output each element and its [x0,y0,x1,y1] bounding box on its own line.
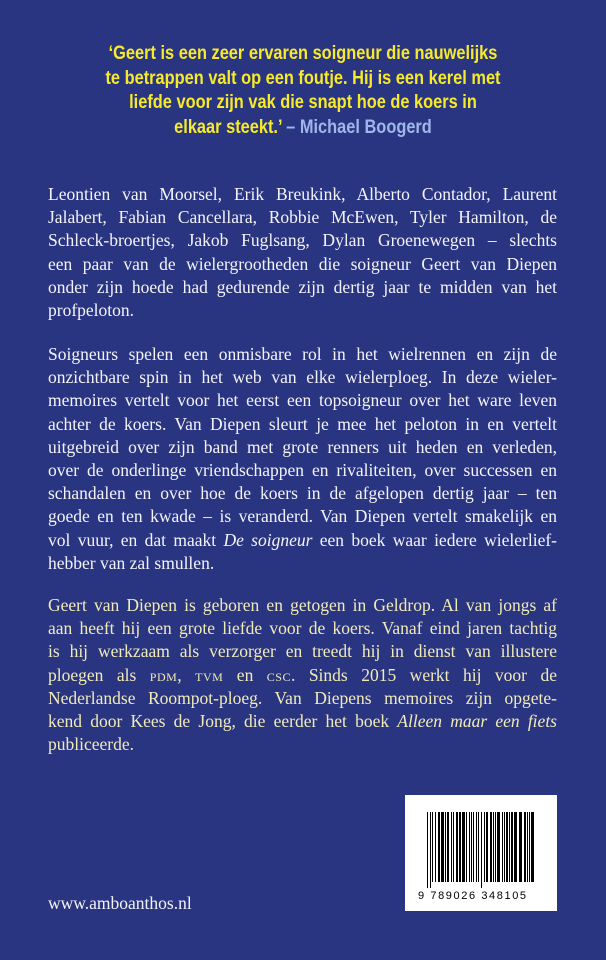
barcode-bar [432,812,433,882]
text-segment: , [177,664,196,685]
barcode-bar [430,812,431,888]
barcode-bar [476,812,477,882]
team-name: pdm [149,664,178,685]
text-segment: publiceerde. [48,734,134,755]
text-line [48,413,557,436]
text-segment: over de onderlinge vriendschappen en rivaliteiten, over successen en [48,459,557,480]
text-line [48,183,557,206]
text-segment: uitgebreid over zijn band met grote renners uit heden en verleden, [48,436,557,457]
text-line [48,436,557,459]
isbn-number: 9 789026 348105 [418,890,528,902]
paragraph-riders [48,183,557,322]
publisher-website[interactable]: www.amboanthos.nl [48,893,192,913]
barcode-bar [435,812,436,882]
text-segment: memoires vertelt voor het eerst een topsoigneur over het ware leven [48,390,557,411]
barcode-bar [495,812,496,882]
barcode-bar [473,812,474,882]
text-segment: Jalabert, Fabian Cancellara, Robbie McEwen, Tyler Hamilton, de [48,207,557,228]
text-line [48,389,557,412]
book-title: Alleen maar een fiets [397,710,557,731]
barcode-bar [441,812,444,882]
team-name: csc [266,664,291,685]
text-segment: ploegen als [48,664,150,685]
barcode-bar [481,812,482,888]
text-line [48,710,557,733]
text-segment: vol vuur, en dat maakt [48,529,224,550]
text-line [48,299,557,322]
text-segment: Nederlandse Roompot-ploeg. Van Diepens memoires zijn opgete- [48,687,557,708]
quote-line: te betrappen valt op een foutje. Hij is een kerel met [105,66,501,89]
barcode-bar [509,812,510,882]
text-segment: onzichtbare spin in het web van elke wielerploeg. In deze wieler- [48,367,557,388]
quote-line: ‘Geert is een zeer ervaren soigneur die nauwelijks [108,42,498,64]
barcode-bar [490,812,492,882]
barcode-bar [527,812,528,882]
barcode-bar [519,812,522,882]
text-line [48,640,557,663]
text-line [48,552,557,575]
text-line [48,482,557,505]
text-segment: aan heeft hij een grote liefde voor de koers. Vanaf eind jaren tachtig [48,618,557,639]
barcode-bar [504,812,505,882]
text-segment: een boek waar iedere wielerlief- [312,529,558,550]
barcode-bar [506,812,508,882]
barcode-bar [469,812,470,882]
isbn-barcode [405,795,557,911]
text-segment: schandalen en over hoe de koers in de afgelopen dertig jaar – ten [48,483,557,504]
text-line [48,459,557,482]
text-line [48,253,557,276]
text-line [48,505,557,528]
text-segment: een paar van de wielergrootheden die soigneur Geert van Diepen [48,253,557,274]
paragraph-author-bio [48,594,557,756]
text-line [48,664,557,687]
text-segment: profpeloton. [48,299,135,320]
text-segment: kend door Kees de Jong, die eerder het boek [48,710,398,731]
text-line [48,733,557,756]
text-line [48,366,557,389]
text-segment: hebber van zal smullen. [48,552,215,573]
barcode-bar [486,812,488,882]
text-segment: Schleck-broertjes, Jakob Fuglsang, Dylan Groenewegen – slechts [48,230,557,251]
barcode-bar [459,812,461,882]
barcode-bar [511,812,513,882]
barcode-bar [471,812,472,882]
barcode-bar [445,812,446,882]
quote-line: liefde voor zijn vak die snapt hoe de koers in [129,91,477,113]
blurb-quote [0,41,606,139]
barcode-bar [529,812,530,882]
barcode-bar [531,812,534,882]
text-segment: achter de koers. Van Diepen sleurt je mee het peloton in en vertelt [48,413,557,434]
text-line [48,687,557,710]
barcode-bar [427,812,428,888]
barcode-bar [438,812,440,882]
barcode-bar [453,812,454,882]
barcode-bar [493,812,494,882]
barcode-bar [462,812,465,882]
barcode-bar [514,812,517,882]
text-segment: . Sinds 2015 werkt hij voor de [290,664,557,685]
text-line [48,529,557,552]
text-segment: Soigneurs spelen een onmisbare rol in het wielrennen en zijn de [48,344,557,364]
barcode-bar [524,812,526,882]
team-name: tvm [195,664,224,685]
quote-text-end: elkaar steekt.’ [174,115,282,138]
text-line [48,617,557,640]
text-line [48,594,557,617]
text-line [48,343,557,366]
quote-line-last [48,115,557,140]
text-segment: Leontien van Moorsel, Erik Breukink, Alberto Contador, Laurent [48,184,557,204]
barcode-bar [497,812,500,882]
text-segment: is hij werkzaam als verzorger en treedt hij in dienst van illustere [48,641,557,662]
barcode-bar [502,812,503,882]
barcode-bar [478,812,479,882]
barcode-bars [427,812,537,888]
text-line [48,206,557,229]
paragraph-description [48,343,557,575]
book-title: De soigneur [223,529,313,550]
barcode-bar [466,812,467,882]
quote-author: – Michael Boogerd [286,115,432,138]
text-segment: en [223,664,267,685]
text-segment: onder zijn hoede had gedurende zijn dertig jaar te midden van het [48,276,557,297]
barcode-bar [447,812,449,882]
text-segment: Geert van Diepen is geboren en getogen in Geldrop. Al van jongs af [48,595,557,615]
barcode-bar [484,812,485,882]
text-segment: goede en ten kwade – is veranderd. Van Diepen vertelt smakelijk en [48,506,557,527]
text-line [48,276,557,299]
barcode-bar [456,812,458,882]
text-line [48,229,557,252]
barcode-bar [451,812,452,882]
